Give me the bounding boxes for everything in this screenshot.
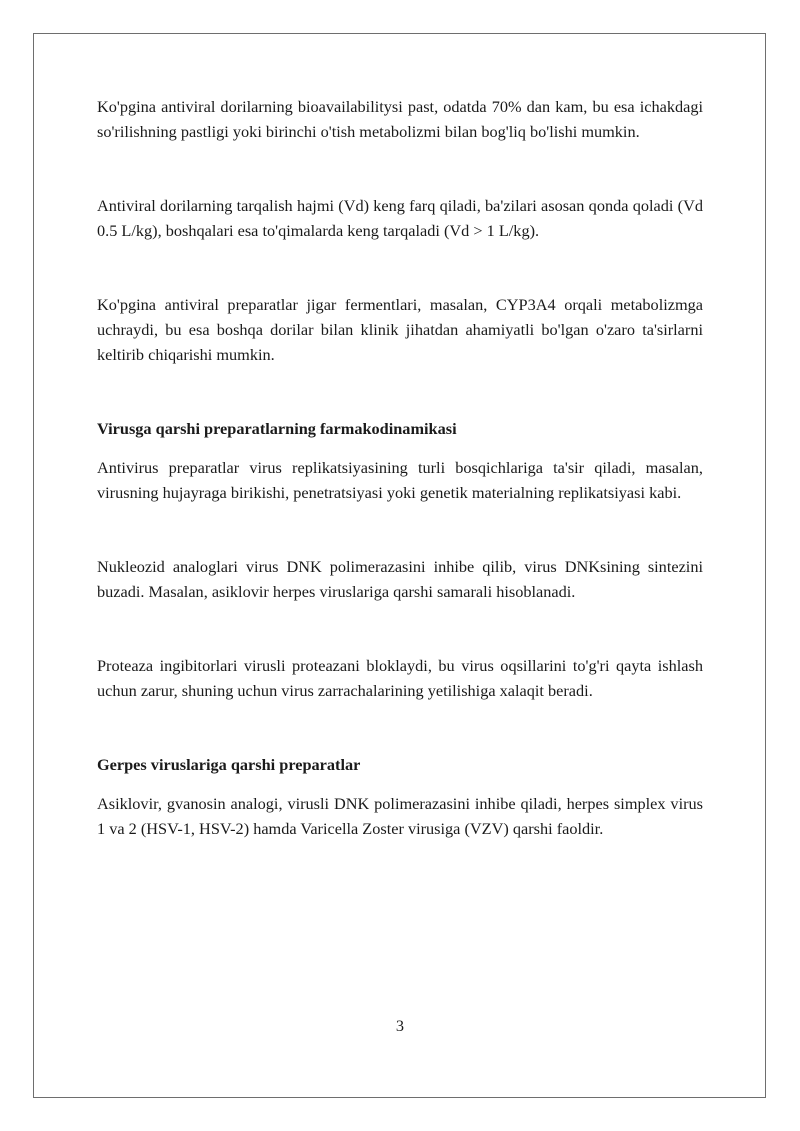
- paragraph-nucleoside-analogs: Nukleozid analoglari virus DNK polimerazasini inhibe qilib, virus DNKsining sintezini buzadi. Masalan, asiklovir herpes viruslariga qarshi samarali hisoblanadi.: [97, 557, 703, 601]
- page-number: 3: [395, 1016, 405, 1035]
- document-body: [97, 94, 703, 841]
- paragraph-replication-stages: Antivirus preparatlar virus replikatsiyasining turli bosqichlariga ta'sir qiladi, masalan, virusning hujayraga birikishi, penetratsiyasi yoki genetik materialning replikatsiyasi kabi.: [97, 458, 703, 502]
- paragraph-protease-inhibitors: Proteaza ingibitorlari virusli proteazani bloklaydi, bu virus oqsillarini to'g'ri qayta ishlash uchun zarur, shuning uchun virus zarrachalarining yetilishiga xalaqit beradi.: [97, 656, 703, 700]
- section-heading-pharmacodynamics: Virusga qarshi preparatlarning farmakodinamikasi: [97, 419, 457, 438]
- paragraph-bioavailability: Ko'pgina antiviral dorilarning bioavailabilitysi past, odatda 70% dan kam, bu esa ichakdagi so'rilishning pastligi yoki birinchi o'tish metabolizmi bilan bog'liq bo'lishi mumkin.: [97, 97, 703, 141]
- paragraph-acyclovir: Asiklovir, gvanosin analogi, virusli DNK polimerazasini inhibe qiladi, herpes simplex virus 1 va 2 (HSV-1, HSV-2) hamda Varicella Zoster virusiga (VZV) qarshi faoldir.: [97, 794, 703, 838]
- section-heading-herpes-drugs: Gerpes viruslariga qarshi preparatlar: [97, 755, 361, 774]
- paragraph-metabolism: Ko'pgina antiviral preparatlar jigar fermentlari, masalan, CYP3A4 orqali metabolizmga uchraydi, bu esa boshqa dorilar bilan klinik jihatdan ahamiyatli bo'lgan o'zaro ta'sirlarni keltirib chiqarishi mumkin.: [97, 295, 703, 364]
- paragraph-volume-of-distribution: Antiviral dorilarning tarqalish hajmi (Vd) keng farq qiladi, ba'zilari asosan qonda qoladi (Vd 0.5 L/kg), boshqalari esa to'qimalarda keng tarqaladi (Vd > 1 L/kg).: [97, 196, 703, 240]
